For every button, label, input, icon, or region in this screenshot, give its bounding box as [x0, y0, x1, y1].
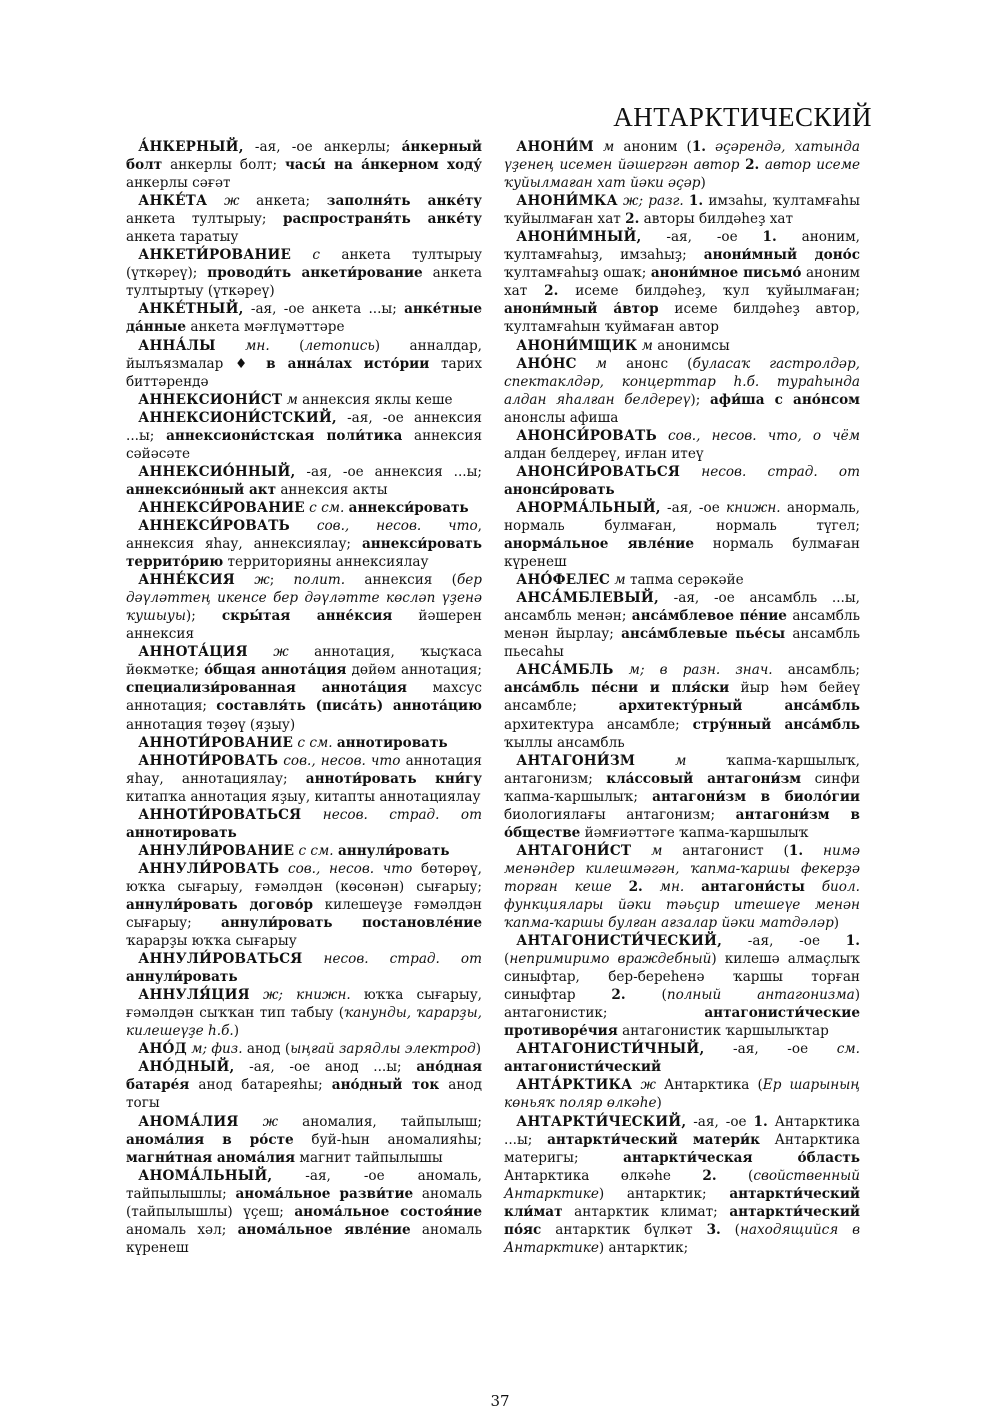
entry-phrase: специализи́рованная аннота́ция [126, 680, 407, 697]
entry-headword: АННА́ЛЫ [138, 337, 216, 354]
entry-label: нимә менәндер килешмәгән, ҡапма-ҡаршы фекерҙә торған кеше [504, 842, 861, 895]
entry-text: ) [656, 1095, 662, 1112]
entry-headword: АНОНИ́МНЫЙ, [516, 229, 642, 246]
entry-text: ); [185, 608, 222, 625]
dictionary-entry [504, 661, 860, 751]
entry-text [684, 879, 701, 895]
entry-phrase: 2. [745, 157, 760, 174]
entry-label: сов., несов. что, о чём [656, 427, 860, 444]
entry-text: ҡарарҙы юҡҡа сығарыу [126, 933, 297, 950]
entry-label: сов., несов. что [279, 860, 413, 877]
dictionary-entry [126, 1040, 482, 1058]
entry-text: исеме билдәһеҙ, ҡул ҡуйылмаған; [558, 283, 860, 300]
entry-headword: АНТАГОНИ́СТ [516, 842, 632, 859]
dictionary-entry [126, 1167, 482, 1257]
entry-text: ) [475, 1041, 482, 1058]
dictionary-entry [504, 1076, 860, 1112]
dictionary-entry [126, 337, 482, 391]
dictionary-entry [504, 932, 860, 1040]
entry-label: биол. функциялары йәки тәьҫир итешеүе менән ҡапма-ҡаршы булған ағзалар йәки матдәләр [504, 878, 860, 932]
entry-phrase: 2. [702, 1167, 717, 1184]
entry-text: ) антарктик; [598, 1185, 730, 1202]
dictionary-entry [504, 463, 860, 499]
entry-label: мн. [659, 878, 685, 895]
dictionary-entry [126, 391, 482, 409]
entry-phrase: магни́тная анома́лия [126, 1149, 296, 1166]
entry-label: м [631, 842, 663, 859]
entry-phrase: 1. [753, 1113, 768, 1130]
entry-label: полит. [293, 572, 346, 589]
entry-label: находящийся в Антарктике [504, 1221, 860, 1256]
entry-text: аннотация, ҡыҫҡаса йөкмәтке; [126, 644, 482, 679]
dictionary-entry [504, 427, 860, 463]
dictionary-entry [126, 300, 482, 336]
entry-label: м [635, 752, 687, 769]
entry-label: ыңғай зарядлы электрод [290, 1041, 476, 1058]
entry-text: китапҡа аннотация яҙыу, китапты аннотациялау [126, 788, 481, 805]
entry-label: с [291, 247, 321, 264]
entry-label: с см. [294, 842, 334, 859]
entry-text: -ая, -ое [722, 933, 846, 950]
entry-phrase: анома́льное явле́ние [237, 1221, 411, 1238]
entry-label: с см. [293, 734, 333, 751]
entry-text: территорияны аннексиялау [223, 554, 429, 571]
entry-text [643, 879, 660, 895]
entry-phrase: распространя́ть анке́ту [282, 211, 482, 228]
dictionary-entry [126, 734, 482, 752]
entry-text: архитектура ансамбле; [504, 716, 693, 733]
entry-headword: АНКЕ́ТА [138, 193, 208, 210]
entry-phrase: анома́льное разви́тие [235, 1185, 414, 1202]
entry-text: -ая, -ое анкета ...ы; [243, 301, 405, 318]
entry-label: ж [234, 572, 270, 589]
entry-phrase: анса́мблевое пе́ние [631, 608, 787, 625]
entry-text: ) [233, 1023, 240, 1040]
dictionary-entry [126, 950, 482, 986]
entry-text [612, 879, 629, 895]
entry-label: с см. [304, 499, 345, 516]
dictionary-entry [126, 192, 482, 246]
entry-text: ҡыллы ансамбль [504, 734, 625, 751]
dictionary-entry [126, 499, 482, 517]
entry-label: сов., несов. что [289, 517, 478, 534]
entry-text: анонс ( [607, 355, 693, 372]
entry-text: анод ( [242, 1041, 291, 1058]
entry-label: м [593, 139, 615, 155]
entry-headword: АННЕ́КСИЯ [138, 572, 235, 589]
entry-label: бер дәүләттең икенсе бер дәүләтте көсләп үҙенә ҡушыуы [126, 572, 482, 625]
entry-text: анкета; [239, 193, 327, 210]
right-column [504, 138, 860, 1257]
entry-text: аннексия ( [345, 572, 457, 589]
entry-text: антарктик климат; [562, 1203, 730, 1220]
entry-phrase: антаркти́ческий кли́мат [504, 1185, 860, 1220]
entry-headword: АНО́ФЕЛЕС [516, 572, 611, 589]
entry-label: несов. страд. от [680, 463, 860, 480]
entry-headword: АНСА́МБЛЕВЫЙ, [516, 590, 659, 607]
entry-phrase: анома́лия в ро́сте [126, 1131, 294, 1148]
entry-text: Антарктика материгы; [504, 1131, 860, 1166]
entry-label: несов. страд. от [302, 951, 482, 968]
entry-headword: АННУЛИ́РОВАТЬСЯ [138, 951, 303, 968]
entry-text: анонимсы [652, 337, 730, 354]
entry-headword: АННОТИ́РОВАТЬ [138, 752, 279, 769]
entry-text: ҡапма-ҡаршылыҡ, антагонизм; [504, 752, 861, 787]
entry-text: дөйөм аннотация; [346, 662, 482, 679]
entry-text: анод батареяһы; [189, 1077, 332, 1094]
entry-label: ж [238, 1113, 279, 1130]
dictionary-entry [126, 517, 482, 571]
entry-text: бөтөрөү, юҡҡа сығарыу, ғәмәлдән (көсөнән) сығарыу; [126, 860, 483, 895]
entry-text: аномаль (тайпылышлы) үҫеш; [126, 1185, 482, 1220]
entry-label: ж; книжн. [249, 987, 351, 1004]
entry-phrase: антаркти́ческий по́яс [504, 1203, 860, 1238]
left-column [126, 138, 482, 1257]
entry-phrase: о́бщая аннота́ция [204, 662, 347, 679]
dictionary-entry [504, 589, 860, 661]
entry-text: аннексия акты [276, 481, 388, 498]
entry-label: несов. страд. от [301, 806, 482, 823]
entry-phrase: аннули́ровать постановле́ние [220, 915, 483, 932]
entry-text: -ая, -ое аномаль, тайпылышлы; [126, 1167, 482, 1202]
dictionary-entry [126, 1113, 482, 1167]
entry-label: ж [247, 644, 289, 661]
entry-label: Ер шарының көньяҡ поляр өлкәһе [504, 1077, 860, 1112]
entry-phrase: аннексио́нный акт [126, 481, 276, 498]
entry-text [803, 843, 823, 859]
entry-headword: АННЕКСИОНИ́СТ [138, 391, 283, 408]
entry-phrase: 2. [628, 878, 643, 895]
entry-text: килешеүҙе ғәмәлдән сығарыу; [126, 896, 482, 932]
dictionary-entry [126, 986, 482, 1040]
dictionary-entry [504, 138, 860, 192]
dictionary-entry [126, 1058, 482, 1112]
dictionary-entry [126, 842, 482, 860]
entry-text: -ая, -ое [641, 229, 763, 246]
entry-phrase: анонси́ровать [504, 481, 615, 498]
entry-headword: АНКЕТИ́РОВАНИЕ [138, 247, 292, 264]
entry-label: м; в разн. знач. [613, 662, 773, 679]
entry-headword: АНКЕ́ТНЫЙ, [138, 301, 244, 318]
entry-label: ҡанунды, ҡарарҙы, килешеүҙе һ.б. [126, 1005, 482, 1040]
entry-headword: АНОНСИ́РОВАТЬСЯ [516, 463, 681, 480]
entry-phrase: анке́тные да́нные [126, 301, 482, 336]
entry-phrase: антагонисти́ческие противоре́чия [504, 1005, 860, 1040]
entry-text: йәшерен аннексия [126, 608, 482, 643]
entry-text: анкета тултырыу (үткәреү); [126, 247, 482, 282]
dictionary-entry [126, 752, 482, 806]
dictionary-entry [126, 571, 482, 643]
entry-label: ж [632, 1077, 656, 1094]
entry-text: исеме билдәһеҙ автор, ҡултамғаһын ҡуймаған автор [504, 301, 860, 336]
entry-phrase: анони́мный доно́с [703, 247, 861, 264]
entry-headword: АНТАГОНИСТИ́ЧЕСКИЙ, [516, 933, 723, 950]
entry-text: -ая, -ое [686, 1113, 754, 1130]
entry-text: йәмғиәттәге ҡапма-ҡаршылыҡ [580, 824, 809, 841]
entry-headword: АНСА́МБЛЬ [516, 662, 614, 679]
dictionary-entry [504, 499, 860, 571]
entry-text: ( [720, 1221, 740, 1238]
entry-text: имзаһы, ҡултамғаһы ҡуйылмаған хат [504, 193, 860, 228]
entry-text: юҡҡа сығарыу, ғәмәлдән сыҡҡан тип табыу ( [126, 987, 483, 1022]
entry-phrase: анса́мблевые пье́сы [621, 626, 786, 643]
entry-label: свойственный Антарктике [504, 1167, 860, 1202]
entry-phrase: анса́мбль пе́сни и пля́ски [504, 680, 730, 697]
entry-label: м [282, 391, 298, 408]
dictionary-entry [504, 1113, 860, 1257]
entry-label: м [610, 572, 626, 589]
entry-text: -ая, -ое аннексия ...ы; [295, 463, 482, 480]
entry-label: непримиримо враждебный [509, 951, 712, 968]
dictionary-entry [504, 1040, 860, 1076]
entry-phrase: стру́нный анса́мбль [692, 716, 861, 733]
entry-headword: АНТАРКТИ́ЧЕСКИЙ, [516, 1113, 687, 1130]
entry-phrase: анома́льное состоя́ние [294, 1203, 482, 1220]
entry-phrase: 1. [691, 139, 707, 155]
dictionary-entry [126, 806, 482, 842]
entry-headword: АНОМА́ЛИЯ [138, 1113, 239, 1130]
entry-text: Антарктика өлкәһе [504, 1167, 703, 1184]
entry-text: антагонистик ҡаршылыҡтар [617, 1023, 829, 1040]
entry-text: ( [625, 987, 667, 1004]
entry-phrase: антагони́сты [701, 878, 805, 895]
entry-label: ж; разг. [617, 193, 684, 210]
entry-text: ; [269, 572, 294, 589]
entry-headword: АННЕКСИОНИ́СТСКИЙ, [138, 409, 337, 426]
entry-text: аномаль хәл; [126, 1221, 238, 1238]
entry-text: аннексия сәйәсәте [126, 427, 483, 462]
entry-phrase: 1. [788, 842, 804, 859]
entry-phrase: антагонисти́ческий [504, 1059, 662, 1076]
entry-text: биологиялағы антагонизм; [504, 806, 736, 823]
entry-text: -ая, -ое ансамбль ...ы, ансамбль менән; [504, 590, 860, 625]
entry-headword: АННОТИ́РОВАНИЕ [138, 734, 294, 751]
entry-text: тапма серәкәйе [625, 572, 744, 589]
dictionary-entry [504, 571, 860, 589]
entry-headword: АНОМА́ЛЬНЫЙ, [138, 1167, 273, 1184]
entry-headword: А́НКЕРНЫЙ, [138, 139, 244, 155]
entry-text: ( [269, 337, 305, 354]
entry-phrase: составля́ть (писа́ть) аннота́цию [216, 698, 482, 715]
entry-phrase: ано́дный ток [331, 1077, 440, 1094]
entry-text: алдан белдереү, иғлан итеү [504, 445, 704, 462]
entry-label: летопись [304, 337, 375, 354]
entry-headword: АННЕКСИ́РОВАНИЕ [138, 499, 305, 516]
entry-headword: АННЕКСИО́ННЫЙ, [138, 463, 296, 480]
entry-text: авторы билдәһеҙ хат [639, 211, 793, 228]
entry-headword: АНОНИ́М [516, 139, 594, 155]
entry-text: анормаль, нормаль булмаған, нормаль түгел; [504, 499, 860, 534]
entry-text: буй-һын аномалияһы; [293, 1131, 482, 1148]
entry-text: ) [833, 915, 840, 932]
running-head: АНТАРКТИЧЕСКИЙ [613, 102, 872, 132]
entry-text: ( [504, 951, 510, 968]
dictionary-entry [126, 138, 482, 192]
entry-label: книжн. [726, 499, 781, 516]
entry-headword: АННОТИ́РОВАТЬСЯ [138, 806, 302, 823]
entry-headword: АННОТА́ЦИЯ [138, 644, 248, 661]
entry-text: анкета таратыу [126, 229, 239, 246]
entry-phrase: заполня́ть анке́ту [326, 193, 482, 210]
entry-text: аннотация төҙөү (яҙыу) [126, 716, 296, 733]
entry-text: ) анналдар, йылъязмалар ♦ [126, 337, 482, 372]
entry-text: ) килешә алмаҫлыҡ синыфтар, бер-береһенә ҡаршы торған синыфтар [504, 951, 860, 1004]
entry-headword: АНТА́РКТИКА [516, 1077, 633, 1094]
entry-phrase: анноти́ровать кни́гу [305, 770, 482, 787]
entry-text: тарих биттәрендә [126, 355, 482, 390]
entry-text: ансамбль пьесаһы [504, 626, 861, 661]
dictionary-entry [504, 752, 860, 842]
entry-phrase: 1. [762, 229, 777, 246]
dictionary-entry [504, 842, 860, 932]
entry-text: -ая, -ое [660, 499, 727, 516]
entry-phrase: анони́мный а́втор [504, 301, 659, 318]
entry-text: , аннексия яһау, аннексиялау; [126, 517, 482, 553]
entry-text [805, 879, 822, 895]
entry-text: аноним ( [614, 139, 692, 155]
entry-label: әҫәрендә, хатында үҙенең исемен йәшергән автор [504, 139, 860, 174]
entry-phrase: аннотировать [336, 734, 448, 751]
entry-text: аномалия, тайпылыш; [278, 1113, 482, 1130]
entry-text: ансамбль; [772, 662, 861, 679]
entry-label: м [637, 337, 653, 354]
entry-label: м; физ. [186, 1041, 243, 1058]
entry-headword: АННЕКСИ́РОВАТЬ [138, 517, 290, 534]
entry-text: аноним, ҡултамғаһыҙ, имзаһыҙ; [504, 229, 860, 264]
entry-phrase: 1. [845, 933, 860, 950]
entry-headword: АНО́НС [516, 355, 577, 372]
dictionary-entry [126, 643, 482, 733]
entry-phrase: 1. [688, 193, 704, 210]
entry-phrase: 2. [625, 211, 640, 228]
entry-headword: АНОНИ́МЩИК [516, 337, 638, 354]
entry-phrase: анони́мное письмо́ [650, 265, 802, 282]
entry-phrase: скры́тая анне́ксия [221, 608, 393, 625]
entry-text: ) антарктик; [598, 1239, 689, 1256]
dictionary-entry [504, 355, 860, 427]
entry-phrase: аннотировать [126, 824, 237, 841]
entry-phrase: в анна́лах исто́рии [266, 355, 430, 372]
entry-phrase: аннули́ровать [337, 842, 450, 859]
entry-text: анкета тултыртыу (үткәреү) [126, 265, 482, 300]
entry-text: -ая, -ое аннексия ...ы; [126, 409, 482, 444]
entry-headword: АННУЛЯ́ЦИЯ [138, 987, 250, 1004]
entry-text: -ая, -ое анкерлы; [243, 139, 402, 155]
entry-phrase: а́нкерный болт [126, 139, 482, 174]
entry-phrase: 3. [706, 1221, 721, 1238]
entry-phrase: антаркти́ческий матери́к [547, 1131, 760, 1148]
entry-label: полный антагонизма [666, 987, 855, 1004]
entry-text: Антарктика ...ы; [504, 1113, 860, 1148]
entry-label: м [576, 355, 607, 372]
entry-phrase: часы́ на а́нкерном ходу́ [284, 157, 482, 174]
entry-text: ансамбль менән йырлау; [504, 608, 860, 643]
entry-text: ) антагонистик; [504, 987, 861, 1022]
entry-text: аннотация яһау, аннотациялау; [126, 752, 483, 787]
entry-headword: АНОРМА́ЛЬНЫЙ, [516, 499, 661, 516]
dictionary-entry [126, 409, 482, 463]
entry-headword: АНТАГОНИСТИ́ЧНЫЙ, [516, 1041, 705, 1058]
entry-label: см. [836, 1041, 860, 1058]
entry-headword: АННУЛИ́РОВАТЬ [138, 860, 280, 877]
entry-text: анкета тултырыу; [126, 211, 283, 228]
entry-text: анкерлы сәғәт [126, 175, 231, 192]
entry-label: мн. [215, 337, 270, 354]
entry-phrase: аннекси́ровать [348, 499, 469, 516]
entry-headword: АНО́ДНЫЙ, [138, 1059, 235, 1076]
entry-text: ) [700, 175, 706, 192]
dictionary-entry [504, 337, 860, 355]
entry-phrase: анорма́льное явле́ние [504, 536, 695, 553]
entry-headword: АНОНИ́МКА [516, 193, 618, 210]
entry-phrase: проводи́ть анкети́рование [207, 265, 423, 282]
entry-headword: АНТАГОНИ́ЗМ [516, 752, 636, 769]
page-number: 37 [490, 1392, 510, 1410]
entry-text: анонслы афиша [504, 409, 619, 426]
entry-phrase: аннексиони́стская поли́тика [166, 427, 403, 444]
entry-headword: АНО́Д [138, 1041, 187, 1058]
entry-text: Антарктика ( [655, 1077, 763, 1094]
entry-text: синфи ҡапма-ҡаршылыҡ; [504, 770, 861, 805]
entry-label: автор исеме ҡуйылмаған хат йәки әҫәр [504, 157, 861, 192]
dictionary-entry [504, 228, 860, 336]
entry-text: анкерлы болт; [162, 157, 285, 174]
dictionary-entry [126, 246, 482, 300]
entry-text [706, 139, 715, 155]
entry-text: нормаль булмаған күренеш [504, 536, 860, 571]
entry-text: -ая, -ое анод ...ы; [234, 1059, 417, 1076]
entry-phrase: аннекси́ровать террито́рию [126, 536, 482, 571]
entry-phrase: аннули́ровать [126, 969, 238, 986]
dictionary-entry [126, 463, 482, 499]
dictionary-entry [126, 860, 482, 950]
entry-phrase: антагони́зм в о́бществе [504, 806, 860, 841]
entry-headword: АНОНСИ́РОВАТЬ [516, 427, 657, 444]
entry-text: аноним хат [504, 265, 860, 300]
entry-label: буласаҡ гастролдәр, спектаклдәр, концерттар һ.б. тураһында алдан яһалған белдереү [504, 355, 860, 408]
entry-headword: АННУЛИ́РОВАНИЕ [138, 842, 295, 859]
entry-text: анкета мәғлүмәттәре [186, 319, 345, 336]
entry-text: антарктик бүлкәт [541, 1221, 707, 1238]
entry-phrase: антаркти́ческая о́бласть [623, 1149, 860, 1166]
entry-text: антагонист ( [662, 842, 789, 859]
entry-phrase: аннули́ровать догово́р [126, 896, 314, 913]
entry-phrase: 2. [544, 283, 559, 300]
entry-text: ( [716, 1167, 754, 1184]
entry-label: сов., несов. что [278, 752, 401, 769]
dictionary-entry [504, 192, 860, 228]
entry-text: аннексия яклы кеше [297, 391, 453, 408]
entry-phrase: кла́ссовый антагони́зм [606, 770, 802, 787]
entry-phrase: ано́дная батаре́я [126, 1059, 482, 1094]
entry-text: анод тогы [126, 1077, 483, 1112]
entry-label: ж [207, 193, 240, 210]
entry-text: аномаль күренеш [126, 1221, 482, 1256]
entry-text: -ая, -ое [704, 1041, 837, 1058]
entry-text: йыр һәм бейеү ансамбле; [504, 680, 860, 715]
entry-phrase: архитекту́рный анса́мбль [618, 698, 860, 715]
entry-phrase: антагони́зм в биоло́гии [652, 788, 860, 805]
entry-phrase: 2. [611, 987, 626, 1004]
entry-text: ); [690, 391, 710, 408]
entry-phrase: афи́ша с ано́нсом [710, 391, 860, 408]
entry-text: ҡултамғаһыҙ ошаҡ; [504, 265, 651, 282]
entry-text: магнит тайпылышы [295, 1149, 443, 1166]
entry-text: махсус аннотация; [126, 680, 483, 715]
